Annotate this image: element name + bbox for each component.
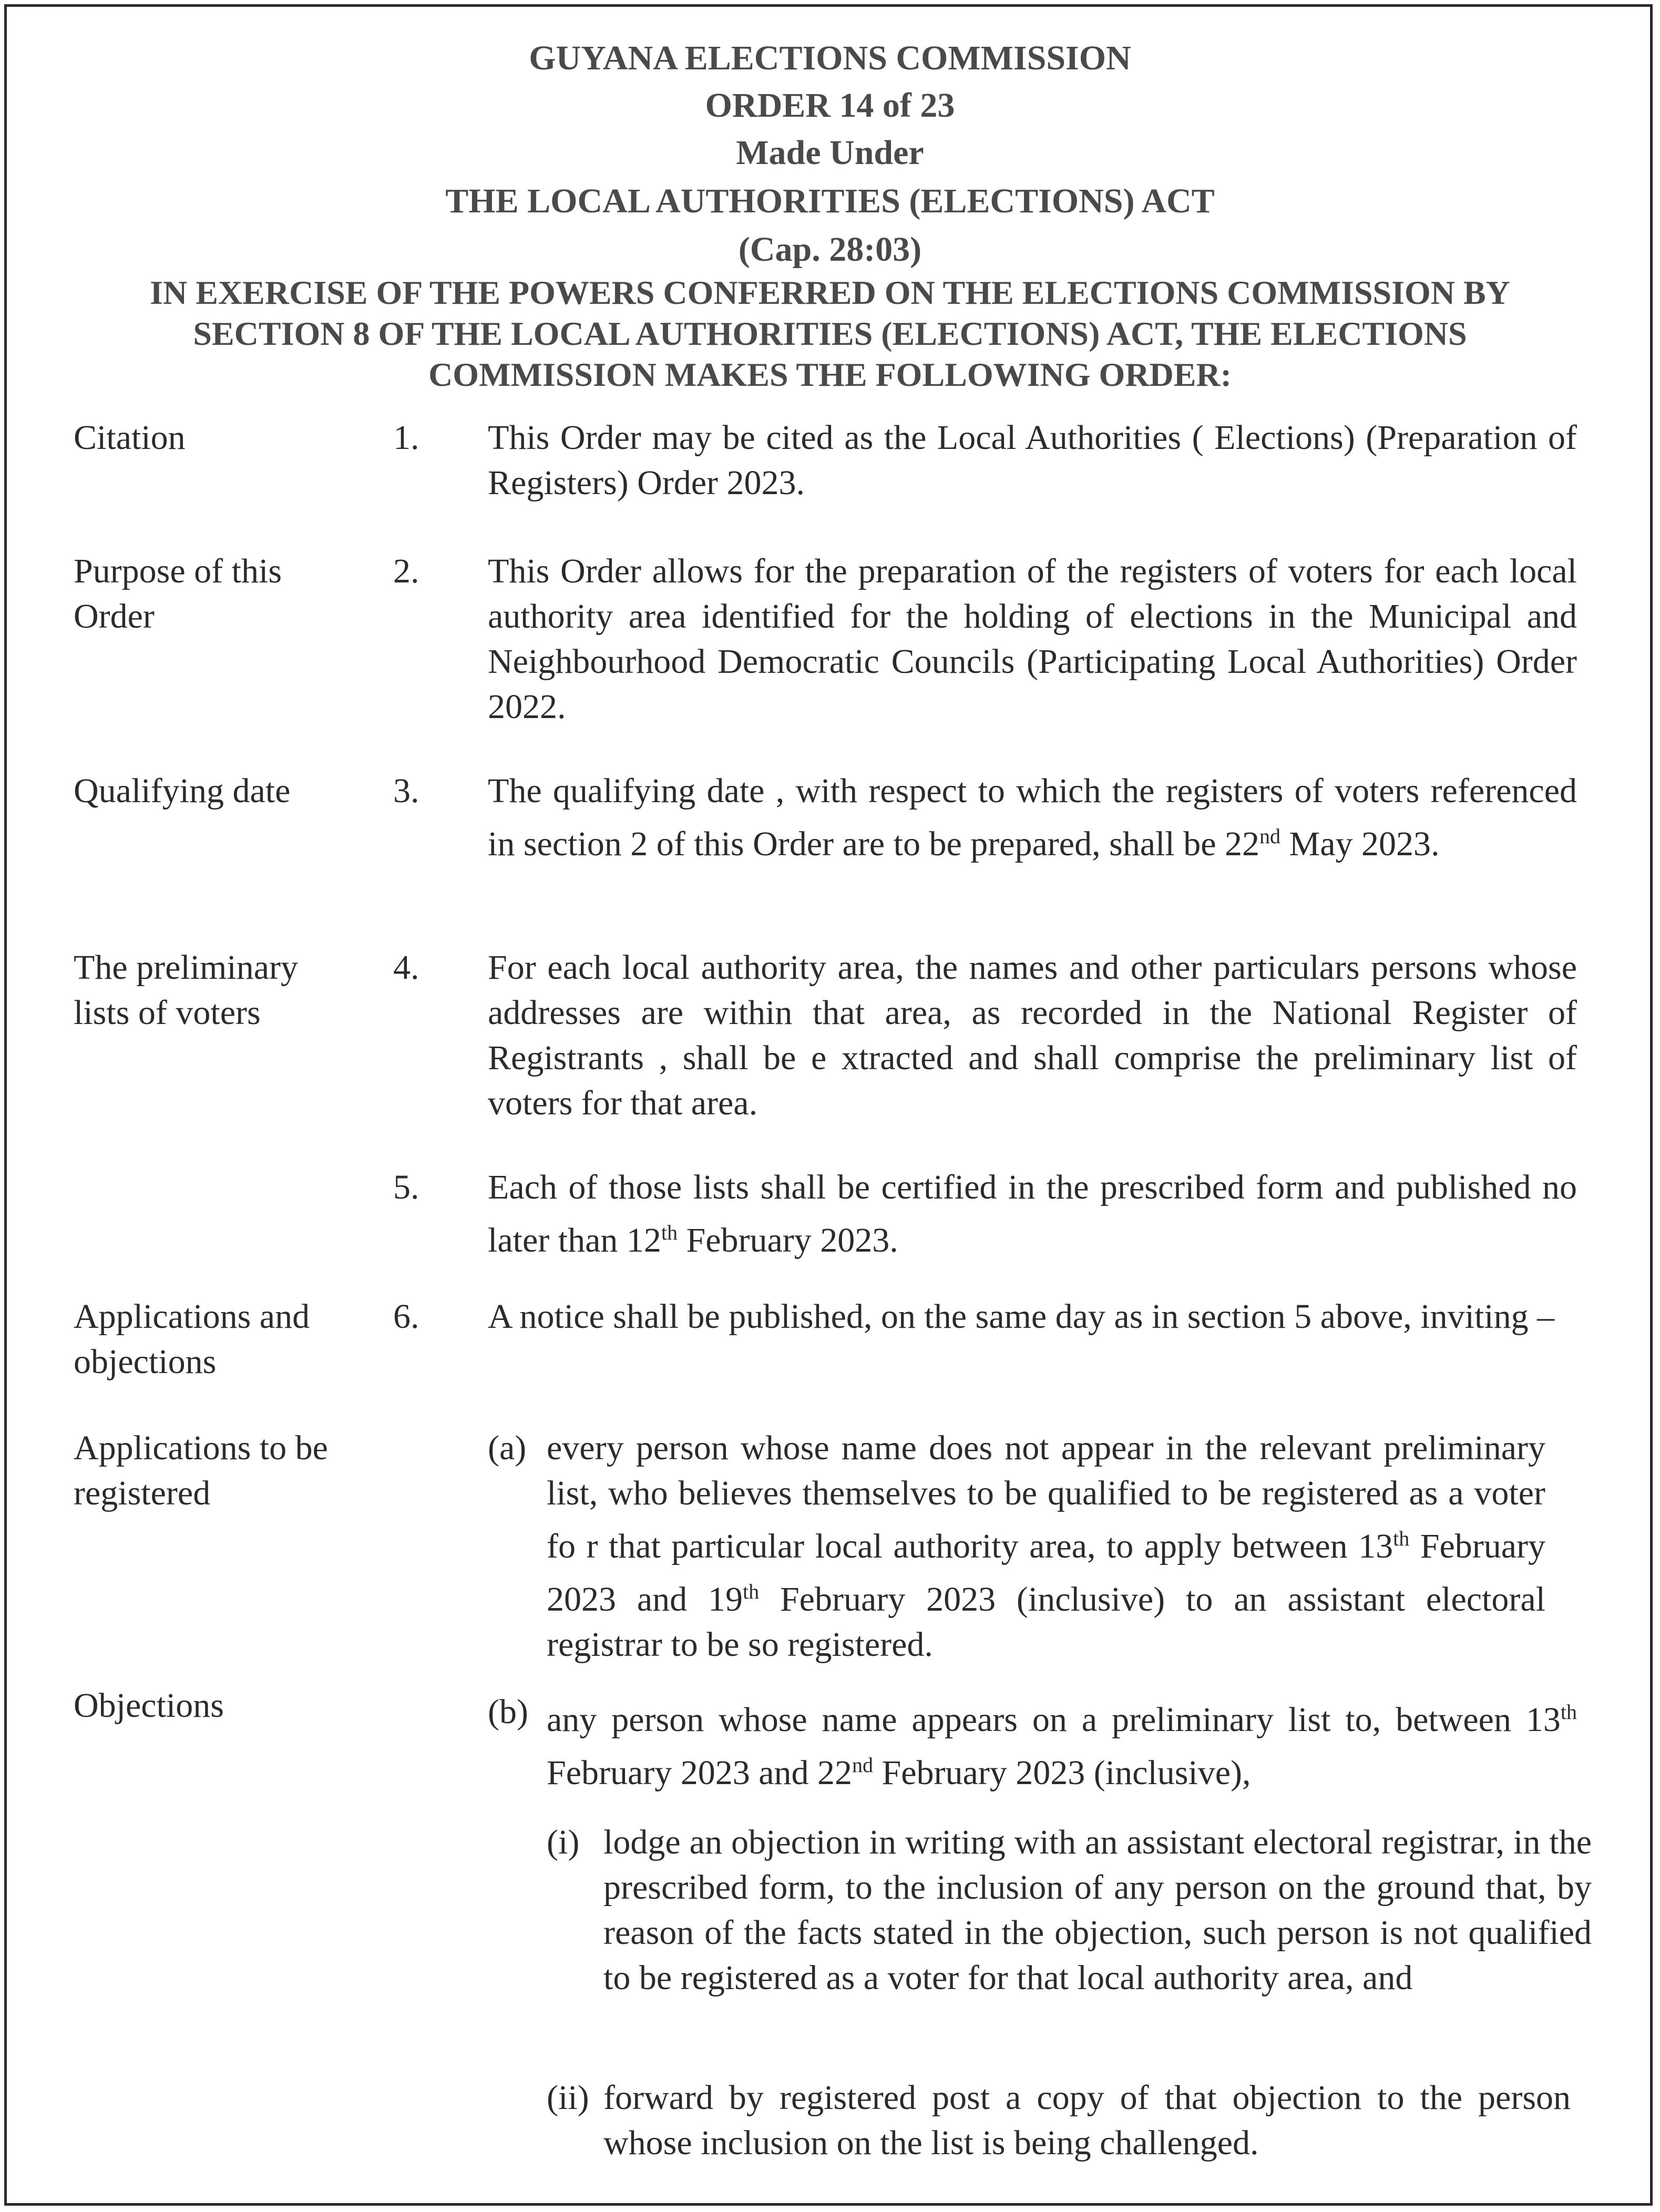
text-run: any person whose name appears on a preliminary list to, between 13	[547, 1701, 1561, 1739]
superscript: th	[1560, 1700, 1577, 1724]
section-text-citation: This Order may be cited as the Local Authorities ( Elections) (Preparation of Registers) Order 2023.	[488, 418, 1577, 502]
subsection-label: (b)	[488, 1693, 528, 1731]
text-run: February 2023 (inclusive) to an assistant electoral registrar to be so registered.	[547, 1580, 1545, 1664]
text-run: February 2023 (inclusive),	[873, 1754, 1251, 1792]
superscript: nd	[1259, 824, 1281, 848]
marginal-note-qualifying-date: Qualifying date	[74, 772, 291, 810]
section-number: 1.	[393, 418, 419, 457]
marginal-note-objections: Objections	[74, 1686, 224, 1725]
order-number: ORDER 14 of 23	[705, 86, 955, 125]
preamble-line: SECTION 8 OF THE LOCAL AUTHORITIES (ELECTIONS) ACT, THE ELECTIONS	[193, 315, 1467, 352]
marginal-note-applications-registered: Applications to be registered	[74, 1429, 328, 1512]
text-run: May 2023.	[1280, 825, 1440, 863]
section-number: 2.	[393, 552, 419, 590]
text-run: The qualifying date , with respect to which the registers of voters referenced in section 2 of this Order are to be prepared, shall be 22	[488, 772, 1577, 863]
paragraph-text-i: lodge an objection in writing with an assistant electoral registrar, in the prescribed form, to the inclusion of any person on the ground that, by reason of the facts stated in the objection, such person is not qualified to be registered as a voter for that local authority area, and	[603, 1823, 1592, 1997]
superscript: nd	[852, 1753, 874, 1777]
marginal-note-preliminary-lists: The preliminary lists of voters	[74, 948, 299, 1032]
paragraph-label: (ii)	[547, 2078, 589, 2117]
text-run: February 2023 and 19	[547, 1527, 1545, 1619]
marginal-note-citation: Citation	[74, 418, 186, 457]
text-run: February 2023 and 22	[547, 1754, 853, 1792]
superscript: th	[743, 1580, 760, 1603]
made-under: Made Under	[736, 134, 924, 172]
marginal-note-applications-objections: Applications and objections	[74, 1297, 310, 1381]
section-number: 3.	[393, 772, 419, 810]
section-number: 5.	[393, 1168, 419, 1206]
text-run: Each of those lists shall be certified in the prescribed form and published no later than 12	[488, 1168, 1577, 1259]
section-text-notice: A notice shall be published, on the same day as in section 5 above, inviting –	[488, 1297, 1555, 1336]
superscript: th	[661, 1221, 678, 1244]
commission-title: GUYANA ELECTIONS COMMISSION	[529, 39, 1131, 77]
subsection-label: (a)	[488, 1429, 527, 1467]
preamble-line: IN EXERCISE OF THE POWERS CONFERRED ON THE ELECTIONS COMMISSION BY	[150, 274, 1510, 311]
section-text-certification	[488, 1165, 1577, 1263]
text-run: February 2023.	[678, 1221, 898, 1259]
paragraph-label: (i)	[547, 1823, 580, 1861]
act-title: THE LOCAL AUTHORITIES (ELECTIONS) ACT	[445, 182, 1215, 220]
marginal-note-purpose: Purpose of this Order	[74, 552, 282, 636]
paragraph-text-ii: forward by registered post a copy of that objection to the person whose inclusion on the list is being challenged.	[603, 2078, 1571, 2162]
preamble-line: COMMISSION MAKES THE FOLLOWING ORDER:	[428, 356, 1232, 393]
section-number: 4.	[393, 948, 419, 987]
section-text-preliminary-lists: For each local authority area, the names and other particulars persons whose addresses are within that area, as recorded in the National Register of Registrants , shall be e xtracted and shall comprise the preliminary list of voters for that area.	[488, 948, 1577, 1122]
text-run: every person whose name does not appear in the relevant preliminary list, who believes themselves to be qualified to be registered as a voter fo r that particular local authority area, to apply between 13	[547, 1429, 1545, 1565]
section-text-purpose: This Order allows for the preparation of the registers of voters for each local authority area identified for the holding of elections in the Municipal and Neighbourhood Democratic Councils (Participating Local Authorities) Order 2022.	[488, 552, 1577, 726]
preamble	[21, 272, 1639, 395]
section-number: 6.	[393, 1297, 419, 1336]
subsection-text-b	[547, 1689, 1577, 1796]
subsection-text-a	[547, 1426, 1545, 1667]
section-text-qualifying-date	[488, 769, 1577, 867]
superscript: th	[1393, 1527, 1410, 1550]
act-chapter: (Cap. 28:03)	[738, 230, 922, 269]
